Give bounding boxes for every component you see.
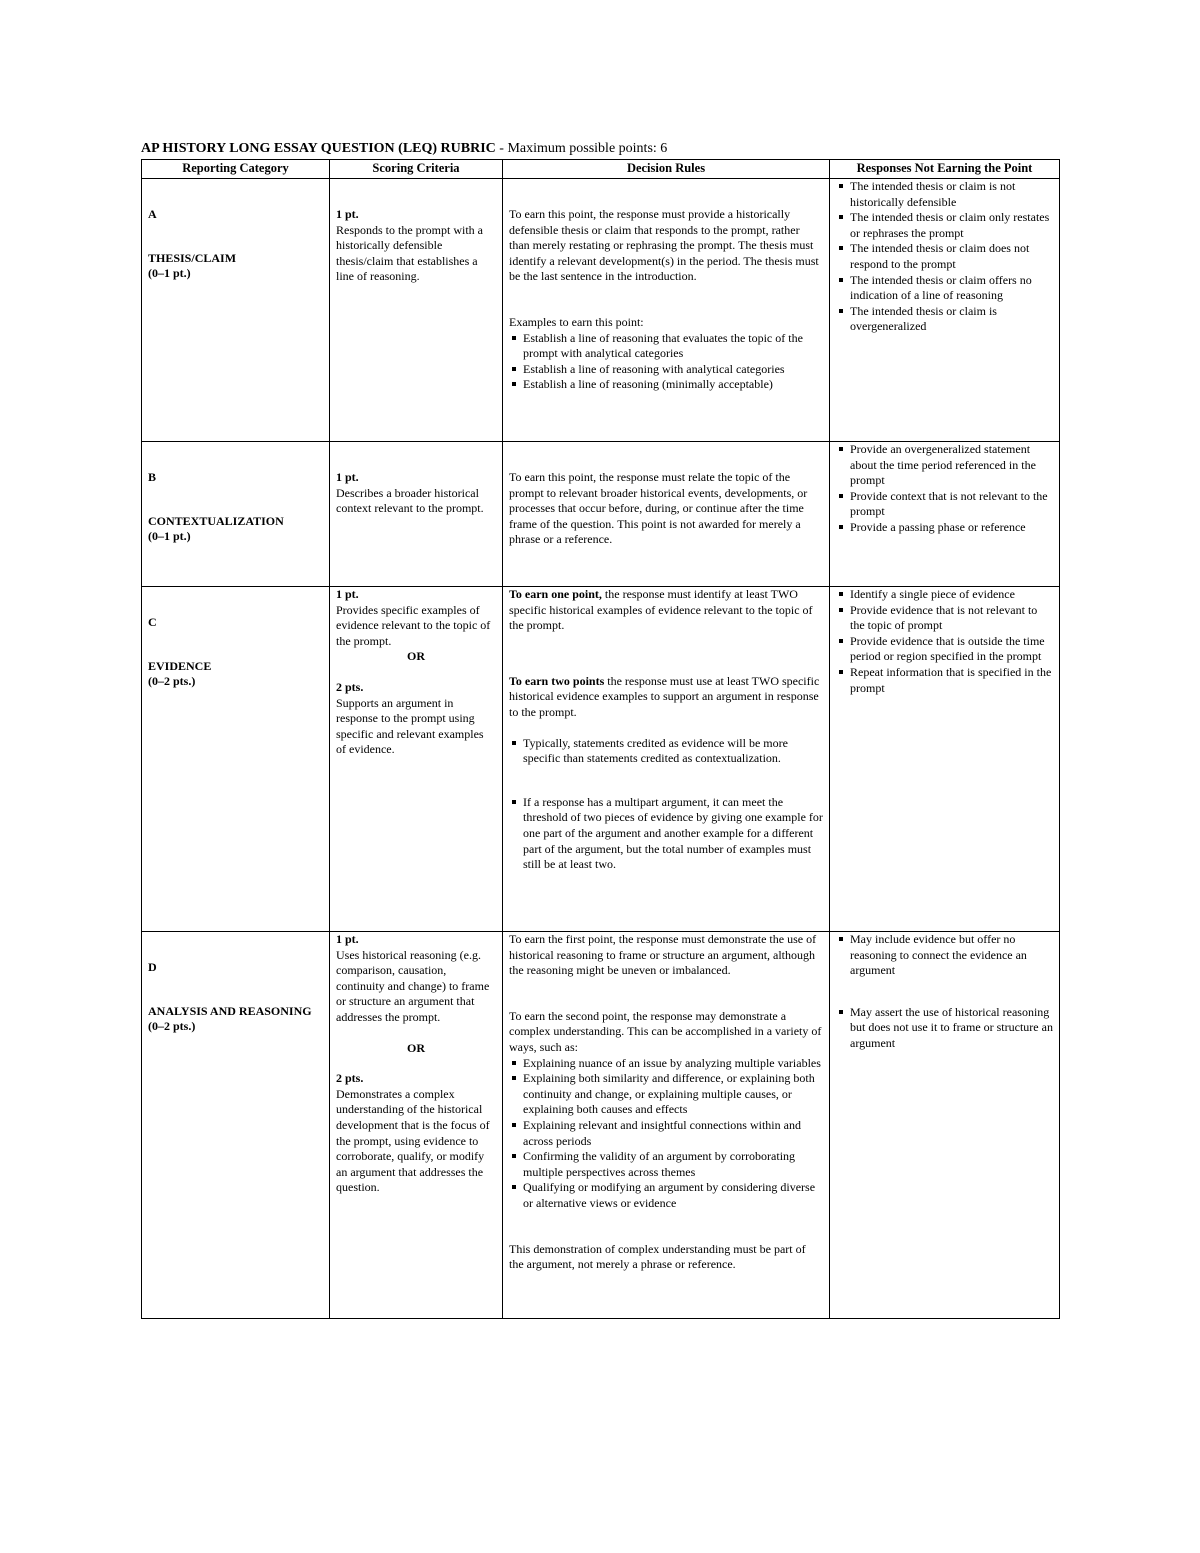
row-evidence	[142, 587, 1060, 932]
criteria-points: 1 pt.	[336, 207, 359, 221]
category-cell	[142, 442, 330, 587]
criteria-text: Uses historical reasoning (e.g. comparison, causation, continuity and change) to frame or structure an argument that addresses the prompt.	[336, 947, 490, 1024]
criteria-points: 1 pt.	[336, 932, 359, 946]
category-letter: C	[148, 615, 157, 629]
title-bold: AP HISTORY LONG ESSAY QUESTION (LEQ) RUBRIC	[141, 141, 496, 156]
criteria-text: Supports an argument in response to the prompt using specific and relevant examples of evidence.	[336, 695, 484, 757]
not-earning-list	[836, 932, 1053, 1052]
rubric-table	[141, 159, 1060, 1319]
list-item: If a response has a multipart argument, it can meet the threshold of two pieces of evidence by giving one example for one part of the argument and another example for a different part of the argument, but the total number of examples must still be at least two.	[509, 795, 823, 873]
list-item: The intended thesis or claim is overgeneralized	[836, 304, 1053, 335]
rule-text: the response must use at least TWO specific historical evidence examples to support an argument in response to the prompt.	[509, 673, 820, 719]
rules-bullet-list	[509, 736, 823, 873]
page-title	[141, 141, 667, 157]
criteria-text: Describes a broader historical context relevant to the prompt.	[336, 485, 484, 516]
rule-one-point	[509, 587, 823, 634]
list-item: Identify a single piece of evidence	[836, 587, 1053, 603]
list-item: Establish a line of reasoning that evaluates the topic of the prompt with analytical categories	[509, 331, 823, 362]
rule-note: This demonstration of complex understanding must be part of the argument, not merely a phrase or reference.	[509, 1241, 806, 1272]
list-item: The intended thesis or claim offers no indication of a line of reasoning	[836, 273, 1053, 304]
category-letter: A	[148, 207, 157, 221]
rule-two-points	[509, 674, 823, 721]
category-range: (0–2 pts.)	[148, 674, 196, 689]
or-label: OR	[407, 1040, 425, 1055]
criteria-text: Responds to the prompt with a historically defensible thesis/claim that establishes a line of reasoning.	[336, 222, 483, 284]
category-letter: D	[148, 960, 157, 974]
criteria-points: 1 pt.	[336, 587, 359, 601]
category-name: CONTEXTUALIZATION	[148, 513, 284, 528]
not-earning-cell	[830, 442, 1060, 587]
list-item: May include evidence but offer no reasoning to connect the evidence an argument	[836, 932, 1053, 979]
list-item: Confirming the validity of an argument by corroborating multiple perspectives across themes	[509, 1149, 823, 1180]
not-earning-list	[836, 442, 1053, 536]
rules-bullet-list	[509, 1056, 823, 1212]
list-item: Provide evidence that is outside the time period or region specified in the prompt	[836, 634, 1053, 665]
rules-cell	[503, 179, 830, 442]
list-item: Qualifying or modifying an argument by considering diverse or alternative views or evidence	[509, 1180, 823, 1211]
rule-text: the response must identify at least TWO specific historical examples of evidence relevant to the topic of the prompt.	[509, 587, 813, 633]
header-row	[142, 160, 1060, 179]
list-item: Provide evidence that is not relevant to the topic of prompt	[836, 603, 1053, 634]
list-item: The intended thesis or claim only restates or rephrases the prompt	[836, 210, 1053, 241]
rule-first-point: To earn the first point, the response must demonstrate the use of historical reasoning to frame or structure an argument, although the reasoning might be uneven or imbalanced.	[509, 932, 817, 978]
rules-cell	[503, 932, 830, 1319]
category-name: THESIS/CLAIM	[148, 250, 237, 265]
title-rest: - Maximum possible points: 6	[495, 141, 668, 156]
category-letter: B	[148, 470, 157, 484]
row-thesis	[142, 179, 1060, 442]
not-earning-cell	[830, 587, 1060, 932]
not-earning-list	[836, 179, 1053, 335]
header-scoring-criteria: Scoring Criteria	[330, 160, 503, 179]
row-analysis	[142, 932, 1060, 1319]
list-item: Provide a passing phase or reference	[836, 520, 1053, 536]
not-earning-list	[836, 587, 1053, 696]
category-cell	[142, 179, 330, 442]
rules-examples-list	[509, 331, 823, 393]
rule-bold: To earn one point,	[509, 587, 602, 601]
list-item: Explaining both similarity and difference, or explaining both continuity and change, or explaining multiple causes, or explaining both causes and effects	[509, 1071, 823, 1118]
criteria-text: Provides specific examples of evidence relevant to the topic of the prompt.	[336, 602, 491, 648]
criteria-cell	[330, 442, 503, 587]
criteria-cell	[330, 587, 503, 932]
list-item: May assert the use of historical reasoning but does not use it to frame or structure an argument	[836, 1005, 1053, 1052]
category-range: (0–2 pts.)	[148, 1019, 196, 1034]
list-item: Establish a line of reasoning (minimally acceptable)	[509, 377, 823, 393]
list-item: The intended thesis or claim is not historically defensible	[836, 179, 1053, 210]
rules-examples-label: Examples to earn this point:	[509, 314, 644, 329]
list-item: Provide an overgeneralized statement about the time period referenced in the prompt	[836, 442, 1053, 489]
category-cell	[142, 932, 330, 1319]
criteria-cell	[330, 932, 503, 1319]
rules-cell	[503, 587, 830, 932]
category-cell	[142, 587, 330, 932]
category-range: (0–1 pt.)	[148, 529, 191, 544]
rules-intro: To earn this point, the response must provide a historically defensible thesis or claim that responds to the prompt, rather than merely restating or rephrasing the prompt. The thesis must identify a relevant development(s) in the period. The thesis must be the last sentence in the introduction.	[509, 207, 819, 284]
category-name: ANALYSIS AND REASONING	[148, 1003, 312, 1018]
list-item: Provide context that is not relevant to the prompt	[836, 489, 1053, 520]
criteria-text: Demonstrates a complex understanding of the historical development that is the focus of the prompt, using evidence to corroborate, qualify, or modify an argument that addresses the question.	[336, 1086, 490, 1195]
list-item: Explaining nuance of an issue by analyzing multiple variables	[509, 1056, 823, 1072]
not-earning-cell	[830, 179, 1060, 442]
header-decision-rules: Decision Rules	[503, 160, 830, 179]
list-item: The intended thesis or claim does not respond to the prompt	[836, 241, 1053, 272]
or-label: OR	[407, 649, 425, 664]
row-contextualization	[142, 442, 1060, 587]
rules-intro: To earn this point, the response must relate the topic of the prompt to relevant broader historical events, developments, or processes that occur before, during, or continue after the time frame of the question. This point is not awarded for merely a phrase or a reference.	[509, 470, 808, 547]
list-item: Repeat information that is specified in the prompt	[836, 665, 1053, 696]
list-item: Explaining relevant and insightful connections within and across periods	[509, 1118, 823, 1149]
category-range: (0–1 pt.)	[148, 266, 191, 281]
rule-bold: To earn two points	[509, 673, 605, 688]
not-earning-cell	[830, 932, 1060, 1319]
rules-cell	[503, 442, 830, 587]
criteria-cell	[330, 179, 503, 442]
criteria-points: 2 pts.	[336, 679, 364, 694]
criteria-points: 2 pts.	[336, 1071, 364, 1086]
header-not-earning: Responses Not Earning the Point	[830, 160, 1060, 179]
category-name: EVIDENCE	[148, 658, 212, 673]
list-item: Typically, statements credited as evidence will be more specific than statements credited as contextualization.	[509, 736, 823, 767]
rule-second-point: To earn the second point, the response may demonstrate a complex understanding. This can be accomplished in a variety of ways, such as:	[509, 1008, 822, 1054]
criteria-points: 1 pt.	[336, 470, 359, 484]
header-reporting-category: Reporting Category	[142, 160, 330, 179]
list-item: Establish a line of reasoning with analytical categories	[509, 362, 823, 378]
